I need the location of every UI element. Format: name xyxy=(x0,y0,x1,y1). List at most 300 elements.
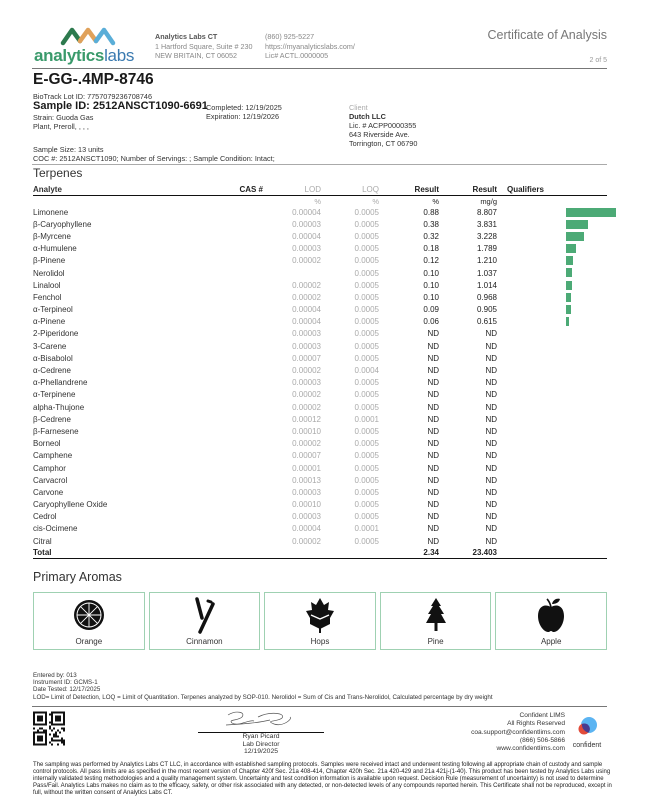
result-mg-per-g: ND xyxy=(485,439,497,449)
concentration-bar-cell xyxy=(559,364,607,376)
analyte-name: Linalool xyxy=(33,280,61,290)
analyte-name: β-Cedrene xyxy=(33,414,71,424)
loq-value: 0.0005 xyxy=(354,305,379,315)
aroma-label: Cinnamon xyxy=(186,637,223,646)
loq-value: 0.0001 xyxy=(354,414,379,424)
lod-value: 0.00003 xyxy=(292,244,321,254)
total-label: Total xyxy=(33,548,52,558)
concentration-bar-cell xyxy=(559,206,607,218)
table-row xyxy=(33,499,607,511)
concentration-bar-cell xyxy=(559,511,607,523)
aroma-card-hops xyxy=(264,592,376,650)
lod-value: 0.00002 xyxy=(292,402,321,412)
primary-aromas-title: Primary Aromas xyxy=(33,570,122,584)
analyte-name: α-Terpinene xyxy=(33,390,76,400)
result-percent: ND xyxy=(427,451,439,461)
aroma-label: Hops xyxy=(310,637,330,646)
table-row xyxy=(33,230,607,242)
result-mg-per-g: ND xyxy=(485,390,497,400)
analyte-name: α-Terpineol xyxy=(33,305,73,315)
table-row xyxy=(33,304,607,316)
table-row xyxy=(33,340,607,352)
result-mg-per-g: 8.807 xyxy=(476,207,497,217)
lab-address-line-1: 1 Hartford Square, Suite # 230 xyxy=(155,41,253,51)
lod-value: 0.00007 xyxy=(292,451,321,461)
result-mg-per-g: 1.014 xyxy=(476,280,497,290)
result-mg-per-g: ND xyxy=(485,451,497,461)
concentration-bar-cell xyxy=(559,474,607,486)
result-percent: 0.12 xyxy=(423,256,439,266)
analysis-notes xyxy=(33,672,493,701)
dates-block xyxy=(206,103,282,121)
col-result-pct: Result xyxy=(414,185,439,194)
analyte-name: Caryophyllene Oxide xyxy=(33,500,108,510)
result-percent: ND xyxy=(427,536,439,546)
concentration-bar-cell xyxy=(559,413,607,425)
result-percent: ND xyxy=(427,341,439,351)
concentration-bar-cell xyxy=(559,389,607,401)
lod-value: 0.00007 xyxy=(292,353,321,363)
table-row xyxy=(33,486,607,498)
lod-value: 0.00003 xyxy=(292,219,321,229)
result-percent: 0.18 xyxy=(423,244,439,254)
result-mg-per-g: ND xyxy=(485,524,497,534)
table-row xyxy=(33,438,607,450)
loq-value: 0.0005 xyxy=(354,207,379,217)
analyte-name: α-Pinene xyxy=(33,317,66,327)
table-row xyxy=(33,413,607,425)
analyte-name: alpha-Thujone xyxy=(33,402,85,412)
total-result-pct: 2.34 xyxy=(423,548,439,558)
lims-phone: (866) 506-5866 xyxy=(519,736,565,744)
loq-value: 0.0005 xyxy=(354,244,379,254)
result-mg-per-g: ND xyxy=(485,463,497,473)
loq-value: 0.0005 xyxy=(354,317,379,327)
concentration-bar-cell xyxy=(559,499,607,511)
concentration-bar-cell xyxy=(559,486,607,498)
lab-address-block xyxy=(155,32,253,61)
table-row xyxy=(33,328,607,340)
analyte-name: Carvacrol xyxy=(33,475,68,485)
analyte-name: β-Caryophyllene xyxy=(33,219,92,229)
col-qualifiers: Qualifiers xyxy=(507,185,544,194)
concentration-bar-cell xyxy=(559,243,607,255)
completed-date: Completed: 12/19/2025 xyxy=(206,103,282,112)
result-mg-per-g: ND xyxy=(485,378,497,388)
result-mg-per-g: ND xyxy=(485,353,497,363)
result-percent: 0.06 xyxy=(423,317,439,327)
result-mg-per-g: ND xyxy=(485,475,497,485)
client-license: Lic. # ACPP0000355 xyxy=(349,121,417,130)
unit-result-mg: mg/g xyxy=(480,196,497,206)
loq-value: 0.0005 xyxy=(354,402,379,412)
unit-lod: % xyxy=(314,196,321,206)
qr-code-icon xyxy=(33,711,65,746)
result-mg-per-g: 3.228 xyxy=(476,231,497,241)
table-total-row xyxy=(33,547,607,559)
qr-code[interactable] xyxy=(33,711,65,746)
lod-value: 0.00004 xyxy=(292,524,321,534)
loq-value: 0.0005 xyxy=(354,536,379,546)
sample-size-block xyxy=(33,145,275,163)
analyte-name: β-Farnesene xyxy=(33,426,79,436)
loq-value: 0.0005 xyxy=(354,512,379,522)
strain-block xyxy=(33,113,93,131)
lims-website-link[interactable]: www.confidentlims.com xyxy=(496,745,565,753)
strain: Strain: Guoda Gas xyxy=(33,113,94,122)
table-row xyxy=(33,279,607,291)
concentration-bar xyxy=(566,305,571,314)
concentration-bar-cell xyxy=(559,267,607,279)
table-units-row xyxy=(33,196,607,206)
loq-value: 0.0005 xyxy=(354,439,379,449)
result-mg-per-g: ND xyxy=(485,536,497,546)
concentration-bar xyxy=(566,256,573,265)
lod-value: 0.00003 xyxy=(292,329,321,339)
lims-rights: All Rights Reserved xyxy=(507,720,565,728)
result-mg-per-g: ND xyxy=(485,402,497,412)
lims-email-link[interactable]: coa.support@confidentlims.com xyxy=(471,728,565,736)
batch-id: E-GG-.4MP-8746 xyxy=(33,71,154,88)
analyte-name: Carvone xyxy=(33,487,64,497)
concentration-bar-cell xyxy=(559,218,607,230)
result-percent: 0.10 xyxy=(423,292,439,302)
result-percent: 0.38 xyxy=(423,219,439,229)
cinnamon-stick-icon xyxy=(187,596,221,634)
loq-value: 0.0005 xyxy=(354,280,379,290)
lod-value: 0.00004 xyxy=(292,207,321,217)
aroma-label: Pine xyxy=(427,637,444,646)
lod-value: 0.00004 xyxy=(292,317,321,327)
result-mg-per-g: ND xyxy=(485,512,497,522)
lod-value: 0.00013 xyxy=(292,475,321,485)
table-row xyxy=(33,535,607,547)
table-row xyxy=(33,218,607,230)
lod-value: 0.00002 xyxy=(292,536,321,546)
concentration-bar-cell xyxy=(559,377,607,389)
loq-value: 0.0005 xyxy=(354,500,379,510)
concentration-bar xyxy=(566,208,616,217)
loq-value: 0.0005 xyxy=(354,256,379,266)
aroma-label: Orange xyxy=(75,637,103,646)
signer-name: Ryan Picard xyxy=(242,733,280,740)
signer-block xyxy=(198,733,324,756)
col-analyte: Analyte xyxy=(33,185,62,194)
aroma-card-pine xyxy=(380,592,492,650)
analyte-name: Camphor xyxy=(33,463,66,473)
unit-result-pct: % xyxy=(432,196,439,206)
loq-value: 0.0005 xyxy=(354,329,379,339)
legal-disclaimer: The sampling was performed by Analytics Labs CT LLC, in accordance with established sampling protocols. Samples were received intact and underwent testing following all appropriate chain of custody and sample control protocols. All pass limits are as specified in the most recent version of Chapter 420f Sec. 21a 408-414, Chapter 420h Sec. 21a 420-429 and 21a 421j-(1-40). This product has been tested by Analytics Labs using internally validated testing methodologies and a quality management system. Uncertainty and test condition information is available upon request. Decision Rule (measurement of uncertainty) is not used to determine Pass/Fail. Analytics Labs makes no claim as to the efficacy, safety, or other risk associated with any detected, or non-detected levels of any compounds reported herein. This Certificate shall not be reproduced, except in full, without the written consent of Analytics Labs CT. xyxy=(33,762,612,796)
table-row xyxy=(33,291,607,303)
result-percent: ND xyxy=(427,487,439,497)
lod-value: 0.00002 xyxy=(292,280,321,290)
analyte-name: α-Cedrene xyxy=(33,366,71,376)
result-percent: ND xyxy=(427,414,439,424)
loq-value: 0.0005 xyxy=(354,268,379,278)
concentration-bar xyxy=(566,268,572,277)
aroma-label: Apple xyxy=(540,637,562,646)
page-indicator: 2 of 5 xyxy=(589,57,607,64)
analyte-name: α-Bisabolol xyxy=(33,353,73,363)
concentration-bar xyxy=(566,220,588,229)
concentration-bar-cell xyxy=(559,535,607,547)
concentration-bar-cell xyxy=(559,316,607,328)
lab-contact-block xyxy=(265,32,355,61)
analyte-name: Cedrol xyxy=(33,512,57,522)
analyte-name: Fenchol xyxy=(33,292,62,302)
result-mg-per-g: 1.037 xyxy=(476,268,497,278)
primary-aromas-list xyxy=(33,592,607,650)
table-row xyxy=(33,523,607,535)
lod-value: 0.00002 xyxy=(292,292,321,302)
confident-logo xyxy=(567,716,607,749)
coc-info: COC #: 2512ANSCT1090; Number of Servings: ; Sample Condition: Intact; xyxy=(33,154,275,163)
aroma-card-apple xyxy=(495,592,607,650)
result-mg-per-g: ND xyxy=(485,366,497,376)
concentration-bar-cell xyxy=(559,450,607,462)
concentration-bar-cell xyxy=(559,523,607,535)
result-percent: ND xyxy=(427,353,439,363)
lod-value: 0.00004 xyxy=(292,231,321,241)
result-mg-per-g: 0.968 xyxy=(476,292,497,302)
loq-value: 0.0005 xyxy=(354,426,379,436)
table-row xyxy=(33,206,607,218)
col-cas: CAS # xyxy=(239,185,263,194)
result-percent: ND xyxy=(427,426,439,436)
result-percent: ND xyxy=(427,500,439,510)
notes-divider xyxy=(32,706,607,707)
lab-license: Lic# ACTL.0000005 xyxy=(265,51,329,60)
table-row xyxy=(33,316,607,328)
col-lod: LOD xyxy=(304,185,321,194)
document-title: Certificate of Analysis xyxy=(487,28,607,42)
analyte-name: 2-Piperidone xyxy=(33,329,79,339)
result-mg-per-g: ND xyxy=(485,341,497,351)
analytics-labs-logo xyxy=(34,26,142,70)
concentration-bar-cell xyxy=(559,328,607,340)
lod-value: 0.00002 xyxy=(292,439,321,449)
logo-wave-icon xyxy=(60,26,116,46)
table-row xyxy=(33,425,607,437)
concentration-bar xyxy=(566,232,584,241)
orange-slice-icon xyxy=(72,596,106,634)
concentration-bar xyxy=(566,293,571,302)
result-percent: 0.10 xyxy=(423,268,439,278)
terpenes-divider xyxy=(32,164,607,165)
client-label: Client xyxy=(349,103,368,112)
table-row xyxy=(33,377,607,389)
concentration-bar-cell xyxy=(559,230,607,242)
result-percent: ND xyxy=(427,512,439,522)
analyte-name: Borneol xyxy=(33,439,61,449)
analyte-name: α-Humulene xyxy=(33,244,77,254)
analyte-name: β-Pinene xyxy=(33,256,66,266)
sample-type: Plant, Preroll, , , , xyxy=(33,122,89,131)
concentration-bar xyxy=(566,317,569,326)
concentration-bar-cell xyxy=(559,304,607,316)
table-row xyxy=(33,474,607,486)
table-header-row xyxy=(33,184,607,196)
signature-scribble-icon xyxy=(198,709,324,731)
loq-value: 0.0001 xyxy=(354,524,379,534)
pine-tree-icon xyxy=(419,596,453,634)
table-row xyxy=(33,267,607,279)
result-percent: ND xyxy=(427,402,439,412)
result-mg-per-g: 1.210 xyxy=(476,256,497,266)
sample-id: Sample ID: 2512ANSCT1090-6691 xyxy=(33,100,208,112)
lab-phone: (860) 925-5227 xyxy=(265,32,315,41)
table-row xyxy=(33,389,607,401)
analyte-name: Citral xyxy=(33,536,52,546)
loq-value: 0.0005 xyxy=(354,292,379,302)
total-result-mg: 23.403 xyxy=(472,548,497,558)
concentration-bar-cell xyxy=(559,291,607,303)
result-mg-per-g: ND xyxy=(485,426,497,436)
entered-by: Entered by: 013 xyxy=(33,672,77,679)
concentration-bar xyxy=(566,244,576,253)
lab-address-line-2: NEW BRITAIN, CT 06052 xyxy=(155,51,238,60)
biotrack-lot-id: BioTrack Lot ID: 7757079236708746 xyxy=(33,92,152,101)
signature-date: 12/19/2025 xyxy=(243,748,279,755)
expiration-date: Expiration: 12/19/2026 xyxy=(206,112,280,121)
date-tested: Date Tested: 12/17/2025 xyxy=(33,686,101,694)
col-result-mg: Result xyxy=(472,185,497,194)
abbreviation-legend: LOD= Limit of Detection, LOQ = Limit of Quantitation. Terpenes analyzed by SOP-010. Nerolidol = Sum of Cis and Trans-Nerolidol, Calculated percentage by dry weight xyxy=(33,693,493,701)
result-percent: ND xyxy=(427,390,439,400)
logo-text-bold: analytics xyxy=(34,46,105,65)
apple-icon xyxy=(534,596,568,634)
concentration-bar-cell xyxy=(559,462,607,474)
lod-value: 0.00012 xyxy=(292,414,321,424)
concentration-bar-cell xyxy=(559,340,607,352)
lab-website-link[interactable]: https://myanalyticslabs.com/ xyxy=(265,41,355,51)
result-percent: ND xyxy=(427,366,439,376)
lod-value: 0.00003 xyxy=(292,341,321,351)
loq-value: 0.0005 xyxy=(354,390,379,400)
table-row xyxy=(33,462,607,474)
header-divider xyxy=(32,68,607,69)
table-row xyxy=(33,243,607,255)
concentration-bar-cell xyxy=(559,401,607,413)
concentration-bar xyxy=(566,281,572,290)
lod-value: 0.00004 xyxy=(292,305,321,315)
lims-name: Confident LIMS xyxy=(519,712,565,719)
aroma-card-orange xyxy=(33,592,145,650)
lod-value: 0.00002 xyxy=(292,390,321,400)
result-percent: 0.88 xyxy=(423,207,439,217)
col-loq: LOQ xyxy=(362,185,379,194)
terpenes-rows xyxy=(33,206,607,547)
loq-value: 0.0005 xyxy=(354,341,379,351)
confident-logo-icon xyxy=(576,716,598,736)
result-percent: ND xyxy=(427,329,439,339)
aroma-card-cinnamon xyxy=(149,592,261,650)
loq-value: 0.0005 xyxy=(354,487,379,497)
result-percent: ND xyxy=(427,475,439,485)
analyte-name: Camphene xyxy=(33,451,73,461)
concentration-bar-cell xyxy=(559,255,607,267)
loq-value: 0.0005 xyxy=(354,353,379,363)
analyte-name: β-Myrcene xyxy=(33,231,71,241)
sample-size: Sample Size: 13 units xyxy=(33,145,104,154)
loq-value: 0.0004 xyxy=(354,366,379,376)
table-row xyxy=(33,450,607,462)
loq-value: 0.0005 xyxy=(354,451,379,461)
analyte-name: Nerolidol xyxy=(33,268,65,278)
result-mg-per-g: ND xyxy=(485,414,497,424)
terpenes-table xyxy=(33,184,607,559)
result-percent: ND xyxy=(427,378,439,388)
terpenes-section-title: Terpenes xyxy=(33,166,83,180)
result-percent: 0.09 xyxy=(423,305,439,315)
result-mg-per-g: 0.615 xyxy=(476,317,497,327)
table-row xyxy=(33,511,607,523)
loq-value: 0.0005 xyxy=(354,378,379,388)
concentration-bar-cell xyxy=(559,425,607,437)
result-mg-per-g: ND xyxy=(485,487,497,497)
client-block xyxy=(349,103,417,148)
concentration-bar-cell xyxy=(559,438,607,450)
client-address-1: 643 Riverside Ave. xyxy=(349,130,410,139)
lims-block xyxy=(471,712,565,753)
result-percent: ND xyxy=(427,524,439,534)
hops-icon xyxy=(303,596,337,634)
signer-title: Lab Director xyxy=(242,740,280,748)
analyte-name: Limonene xyxy=(33,207,69,217)
loq-value: 0.0005 xyxy=(354,463,379,473)
result-percent: 0.10 xyxy=(423,280,439,290)
result-mg-per-g: 0.905 xyxy=(476,305,497,315)
table-row xyxy=(33,401,607,413)
signature-image xyxy=(198,709,324,731)
logo-text-light: labs xyxy=(104,46,135,65)
analyte-name: α-Phellandrene xyxy=(33,378,88,388)
lod-value: 0.00001 xyxy=(292,463,321,473)
lod-value: 0.00003 xyxy=(292,378,321,388)
concentration-bar-cell xyxy=(559,352,607,364)
loq-value: 0.0005 xyxy=(354,475,379,485)
result-mg-per-g: ND xyxy=(485,329,497,339)
result-mg-per-g: ND xyxy=(485,500,497,510)
analyte-name: cis-Ocimene xyxy=(33,524,78,534)
loq-value: 0.0005 xyxy=(354,219,379,229)
table-row xyxy=(33,364,607,376)
client-name: Dutch LLC xyxy=(349,112,386,121)
table-row xyxy=(33,352,607,364)
unit-loq: % xyxy=(372,196,379,206)
result-mg-per-g: 1.789 xyxy=(476,244,497,254)
lod-value: 0.00002 xyxy=(292,366,321,376)
instrument-id: Instrument ID: GCMS-1 xyxy=(33,679,98,687)
client-address-2: Torrington, CT 06790 xyxy=(349,139,418,148)
lod-value: 0.00010 xyxy=(292,500,321,510)
loq-value: 0.0005 xyxy=(354,231,379,241)
lod-value: 0.00003 xyxy=(292,512,321,522)
analyte-name: 3-Carene xyxy=(33,341,67,351)
lod-value: 0.00002 xyxy=(292,256,321,266)
result-percent: 0.32 xyxy=(423,231,439,241)
lod-value: 0.00010 xyxy=(292,426,321,436)
table-row xyxy=(33,255,607,267)
result-mg-per-g: 3.831 xyxy=(476,219,497,229)
concentration-bar-cell xyxy=(559,279,607,291)
result-percent: ND xyxy=(427,463,439,473)
lab-name: Analytics Labs CT xyxy=(155,32,218,41)
confident-logo-text: confident xyxy=(572,742,602,749)
lod-value: 0.00003 xyxy=(292,487,321,497)
result-percent: ND xyxy=(427,439,439,449)
